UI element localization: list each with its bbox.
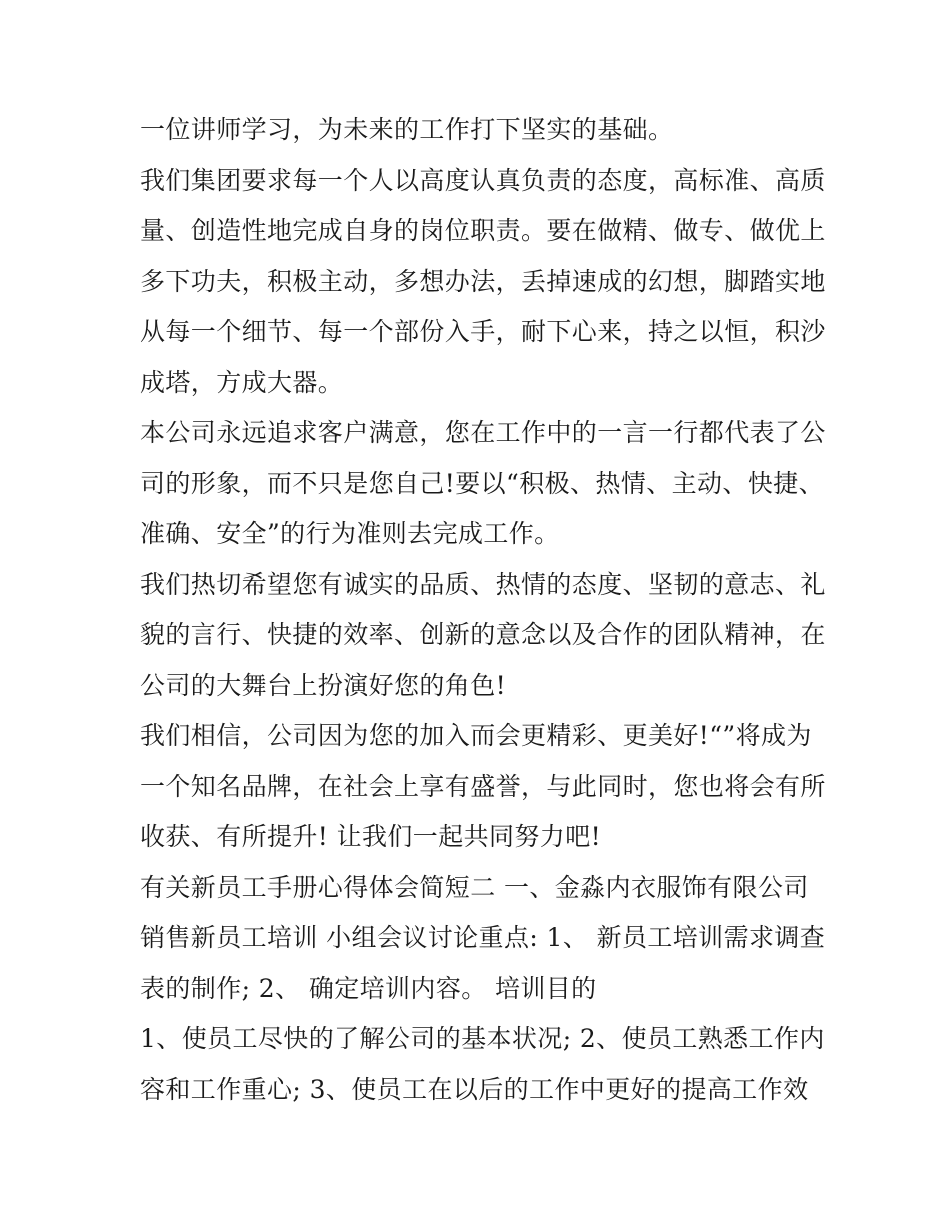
text-line: 量、创造性地完成自身的岗位职责。要在做精、做专、做优上 [140, 216, 826, 245]
text-line: 有关新员工手册心得体会简短二 一、金淼内衣服饰有限公司 [140, 873, 809, 902]
text-line: 我们热切希望您有诚实的品质、热情的态度、坚韧的意志、礼 [140, 570, 826, 599]
text-line: 多下功夫，积极主动，多想办法，丢掉速成的幻想，脚踏实地 [140, 267, 826, 296]
text-line: 1、使员工尽快的了解公司的基本状况; 2、使员工熟悉工作内 [140, 1024, 825, 1053]
text-line: 一位讲师学习，为未来的工作打下坚实的基础。 [140, 115, 674, 144]
text-line: 司的形象，而不只是您自己!要以“积极、热情、主动、快捷、 [140, 469, 825, 498]
text-line: 公司的大舞台上扮演好您的角色! [140, 671, 507, 700]
text-line: 我们相信，公司因为您的加入而会更精彩、更美好!“”将成为 [140, 721, 812, 750]
text-line: 销售新员工培训 小组会议讨论重点: 1、 新员工培训需求调查 [140, 923, 826, 952]
text-line: 成塔，方成大器。 [140, 368, 344, 397]
text-line: 我们集团要求每一个人以高度认真负责的态度，高标准、高质 [140, 166, 826, 195]
text-line: 从每一个细节、每一个部份入手，耐下心来，持之以恒，积沙 [140, 317, 826, 346]
text-line: 本公司永远追求客户满意，您在工作中的一言一行都代表了公 [140, 418, 826, 447]
text-line: 准确、安全”的行为准则去完成工作。 [140, 519, 560, 548]
text-line: 收获、有所提升! 让我们一起共同努力吧! [140, 822, 602, 851]
text-line: 表的制作; 2、 确定培训内容。 培训目的 [140, 974, 597, 1003]
text-line: 貌的言行、快捷的效率、创新的意念以及合作的团队精神，在 [140, 620, 826, 649]
text-line: 一个知名品牌，在社会上享有盛誉，与此同时，您也将会有所 [140, 772, 826, 801]
text-line: 容和工作重心; 3、使员工在以后的工作中更好的提高工作效 [140, 1075, 809, 1104]
